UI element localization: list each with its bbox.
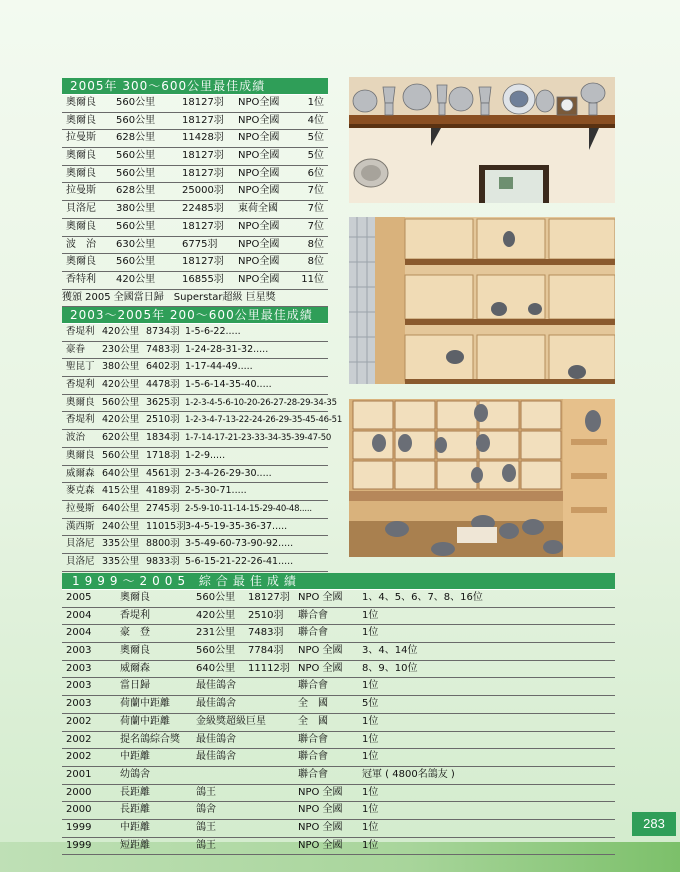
distance: 420公里 xyxy=(102,414,140,426)
competition: NPO 全國 xyxy=(298,662,343,674)
distance: 鴿王 xyxy=(196,839,216,851)
table-row xyxy=(62,678,615,696)
bird-count: 22485羽 xyxy=(182,203,224,215)
race-name: 奧爾良 xyxy=(66,256,96,268)
distance: 560公里 xyxy=(116,114,156,126)
race-name: 香堤利 xyxy=(66,379,95,391)
bird-count: 8800羽 xyxy=(146,538,180,550)
results-1999-2005-overall xyxy=(62,573,615,855)
year: 2004 xyxy=(66,627,92,639)
competition: NPO全國 xyxy=(238,97,280,108)
competition: 全 國 xyxy=(298,698,328,710)
race-name: 拉曼斯 xyxy=(66,185,96,197)
table-row xyxy=(62,448,328,466)
competition: 聯合會 xyxy=(298,768,328,780)
placing: 4位 xyxy=(307,114,324,126)
placing: 1位 xyxy=(362,839,379,851)
placing: 1位 xyxy=(362,821,379,833)
year: 2004 xyxy=(66,609,92,621)
competition: 聯合會 xyxy=(298,680,328,692)
distance: 628公里 xyxy=(116,132,156,144)
award-footer xyxy=(62,290,328,308)
table-row xyxy=(62,696,615,714)
distance: 最佳鴿舍 xyxy=(196,751,236,763)
category: 豪 登 xyxy=(120,627,150,639)
table-row xyxy=(62,342,328,360)
distance: 380公里 xyxy=(116,203,156,215)
bird-count: 7483羽 xyxy=(146,343,180,355)
distance: 231公里 xyxy=(196,627,236,639)
table-row xyxy=(62,802,615,820)
year: 1999 xyxy=(66,821,92,833)
placings: 1-2-3-4-7-13-22-24-26-29-35-45-46-51 xyxy=(185,415,343,426)
table-row xyxy=(62,95,328,113)
table-row xyxy=(62,643,615,661)
category: 長距離 xyxy=(120,804,150,816)
table-row xyxy=(62,732,615,750)
table-row xyxy=(62,377,328,395)
table-row xyxy=(62,237,328,255)
competition: NPO 全國 xyxy=(298,786,343,798)
placings: 1-2-9..... xyxy=(185,449,226,461)
year: 2002 xyxy=(66,733,92,745)
distance: 560公里 xyxy=(116,220,156,232)
category: 幼鴿舍 xyxy=(120,768,150,780)
placing: 5位 xyxy=(307,132,324,144)
year: 2002 xyxy=(66,715,92,727)
bird-count: 18127羽 xyxy=(182,114,224,126)
competition: NPO全國 xyxy=(238,238,280,250)
year: 2000 xyxy=(66,804,92,816)
bird-count: 3625羽 xyxy=(146,396,180,408)
page-number: 283 xyxy=(632,812,676,836)
category: 短距離 xyxy=(120,839,150,851)
distance: 560公里 xyxy=(116,150,156,162)
race-name: 拉曼斯 xyxy=(66,132,96,144)
section-title: 1999～2005 綜合最佳成績 xyxy=(62,573,615,590)
race-name: 奧爾良 xyxy=(66,396,95,408)
year: 2001 xyxy=(66,768,92,780)
placing: 8位 xyxy=(307,256,324,268)
race-name: 漢西斯 xyxy=(66,520,95,532)
placings: 2-3-4-26-29-30..... xyxy=(185,467,272,479)
placings: 2-5-9-10-11-14-15-29-40-48..... xyxy=(185,503,312,514)
distance: 420公里 xyxy=(196,609,236,621)
category: 奧爾良 xyxy=(120,645,150,657)
distance: 560公里 xyxy=(116,97,156,108)
competition: NPO 全國 xyxy=(298,821,343,833)
distance: 560公里 xyxy=(196,645,236,657)
table-row xyxy=(62,219,328,237)
bird-count: 18127羽 xyxy=(182,256,224,268)
distance: 鴿王 xyxy=(196,786,216,798)
placing: 11位 xyxy=(301,273,324,285)
table-row xyxy=(62,590,615,608)
bird-count: 1718羽 xyxy=(146,449,180,461)
results-2005-300-600km xyxy=(62,78,328,307)
table-row xyxy=(62,661,615,679)
category: 威爾森 xyxy=(120,662,150,674)
competition: NPO 全國 xyxy=(298,592,343,603)
bird-count: 11112羽 xyxy=(248,662,290,674)
placings: 5-6-15-21-22-26-41..... xyxy=(185,555,294,567)
placing: 7位 xyxy=(307,203,324,215)
category: 長距離 xyxy=(120,786,150,798)
bird-count: 2510羽 xyxy=(146,414,180,426)
table-row xyxy=(62,554,328,572)
bird-count: 11428羽 xyxy=(182,132,224,144)
race-name: 拉曼斯 xyxy=(66,502,95,514)
placing: 1位 xyxy=(362,680,379,692)
placing: 3、4、14位 xyxy=(362,645,418,657)
table-row xyxy=(62,272,328,290)
table-row xyxy=(62,395,337,413)
year: 1999 xyxy=(66,839,92,851)
bird-count: 7483羽 xyxy=(248,627,284,639)
race-name: 聖昆丁 xyxy=(66,361,95,373)
competition: NPO全國 xyxy=(238,114,280,126)
table-row xyxy=(62,767,615,785)
placing: 1位 xyxy=(362,804,379,816)
race-name: 奧爾良 xyxy=(66,150,96,162)
category: 奧爾良 xyxy=(120,592,150,603)
category: 中距離 xyxy=(120,821,150,833)
distance: 最佳鴿舍 xyxy=(196,698,236,710)
distance: 560公里 xyxy=(102,396,140,408)
year: 2003 xyxy=(66,680,92,692)
distance: 415公里 xyxy=(102,485,140,497)
distance: 640公里 xyxy=(102,502,140,514)
placing: 1位 xyxy=(307,97,324,108)
placings: 1-2-3-4-5-6-10-20-26-27-28-29-34-35 xyxy=(185,397,337,408)
race-name: 波 治 xyxy=(66,238,96,250)
table-row xyxy=(62,466,328,484)
bird-count: 4561羽 xyxy=(146,467,180,479)
distance: 240公里 xyxy=(102,520,140,532)
award-text: 獲頒 2005 全國當日歸 Superstar超級 巨星獎 xyxy=(62,291,276,303)
bird-count: 18127羽 xyxy=(182,167,224,179)
bird-count: 18127羽 xyxy=(182,97,224,108)
table-row xyxy=(62,148,328,166)
category: 荷蘭中距離 xyxy=(120,698,170,710)
nest-boxes-photo xyxy=(349,217,615,384)
competition: NPO全國 xyxy=(238,220,280,232)
table-row xyxy=(62,519,328,537)
competition: NPO全國 xyxy=(238,132,280,144)
placings: 3-5-49-60-73-90-92..... xyxy=(185,538,294,550)
placing: 1位 xyxy=(362,627,379,639)
competition: 全 國 xyxy=(298,715,328,727)
table-row xyxy=(62,183,328,201)
distance: 560公里 xyxy=(102,449,140,461)
race-name: 貝洛尼 xyxy=(66,555,95,567)
placings: 1-5-6-14-35-40..... xyxy=(185,379,272,391)
table-row xyxy=(62,714,615,732)
distance: 420公里 xyxy=(102,326,140,337)
distance: 560公里 xyxy=(196,592,236,603)
race-name: 奧爾良 xyxy=(66,167,96,179)
table-row xyxy=(62,412,343,430)
placing: 8、9、10位 xyxy=(362,662,418,674)
table-row xyxy=(62,785,615,803)
bird-count: 18127羽 xyxy=(182,220,224,232)
table-row xyxy=(62,625,615,643)
race-name: 香堤利 xyxy=(66,414,95,426)
race-name: 香特利 xyxy=(66,273,96,285)
table-row xyxy=(62,483,328,501)
placings: 1-24-28-31-32..... xyxy=(185,343,269,355)
competition: NPO 全國 xyxy=(298,645,343,657)
bird-count: 1834羽 xyxy=(146,432,180,444)
race-name: 奧爾良 xyxy=(66,97,96,108)
distance: 最佳鴿舍 xyxy=(196,733,236,745)
category: 中距離 xyxy=(120,751,150,763)
bird-count: 7784羽 xyxy=(248,645,284,657)
competition: NPO全國 xyxy=(238,150,280,162)
bird-count: 2745羽 xyxy=(146,502,180,514)
placings: 3-4-5-19-35-36-37..... xyxy=(185,520,288,532)
distance: 230公里 xyxy=(102,343,140,355)
race-name: 香堤利 xyxy=(66,326,95,337)
category: 香堤利 xyxy=(120,609,150,621)
distance: 金級獎超級巨星 xyxy=(196,715,266,727)
table-row xyxy=(62,324,328,342)
placing: 1、4、5、6、7、8、16位 xyxy=(362,592,483,603)
category: 當日歸 xyxy=(120,680,150,692)
distance: 335公里 xyxy=(102,538,140,550)
placing: 1位 xyxy=(362,715,379,727)
bird-count: 11015羽 xyxy=(146,520,186,532)
distance: 560公里 xyxy=(116,167,156,179)
bird-count: 16855羽 xyxy=(182,273,224,285)
table-row xyxy=(62,166,328,184)
placing: 1位 xyxy=(362,751,379,763)
table-row xyxy=(62,359,328,377)
competition: 聯合會 xyxy=(298,609,328,621)
placings: 1-17-44-49..... xyxy=(185,361,253,373)
table-row xyxy=(62,130,328,148)
placings: 1-7-14-17-21-23-33-34-35-39-47-50 xyxy=(185,433,332,444)
competition: NPO 全國 xyxy=(298,804,343,816)
bird-count: 25000羽 xyxy=(182,185,224,197)
section-title: 2005年 300～600公里最佳成績 xyxy=(62,78,328,95)
category: 荷蘭中距離 xyxy=(120,715,170,727)
year: 2005 xyxy=(66,592,92,603)
race-name: 貝洛尼 xyxy=(66,538,95,550)
distance: 630公里 xyxy=(116,238,156,250)
race-name: 豪眷 xyxy=(66,343,86,355)
race-name: 奧爾良 xyxy=(66,114,96,126)
distance: 640公里 xyxy=(102,467,140,479)
competition: NPO全國 xyxy=(238,185,280,197)
distance: 640公里 xyxy=(196,662,236,674)
competition: NPO全國 xyxy=(238,167,280,179)
competition: NPO 全國 xyxy=(298,839,343,851)
bird-count: 2510羽 xyxy=(248,609,284,621)
bird-count: 6402羽 xyxy=(146,361,180,373)
distance: 620公里 xyxy=(102,432,140,444)
race-name: 威爾森 xyxy=(66,467,95,479)
bird-count: 9833羽 xyxy=(146,555,180,567)
distance: 420公里 xyxy=(102,379,140,391)
bird-count: 18127羽 xyxy=(182,150,224,162)
placing: 7位 xyxy=(307,220,324,232)
race-name: 貝洛尼 xyxy=(66,203,96,215)
bird-count: 18127羽 xyxy=(248,592,290,603)
bird-count: 6775羽 xyxy=(182,238,218,250)
placing: 6位 xyxy=(307,167,324,179)
race-name: 波治 xyxy=(66,432,86,444)
competition: NPO全國 xyxy=(238,256,280,268)
placings: 1-5-6-22..... xyxy=(185,326,241,337)
race-name: 奧爾良 xyxy=(66,449,95,461)
distance: 380公里 xyxy=(102,361,140,373)
trophy-shelf-photo xyxy=(349,77,615,203)
table-row xyxy=(62,749,615,767)
placing: 冠軍 ( 4800名鴿友 ) xyxy=(362,768,455,780)
table-row xyxy=(62,608,615,626)
table-row xyxy=(62,820,615,838)
table-row xyxy=(62,430,332,448)
distance: 鴿王 xyxy=(196,821,216,833)
placing: 7位 xyxy=(307,185,324,197)
distance: 628公里 xyxy=(116,185,156,197)
placing: 5位 xyxy=(307,150,324,162)
competition: 聯合會 xyxy=(298,627,328,639)
distance: 最佳鴿舍 xyxy=(196,680,236,692)
placing: 1位 xyxy=(362,786,379,798)
year: 2003 xyxy=(66,662,92,674)
table-row xyxy=(62,536,328,554)
bird-count: 4189羽 xyxy=(146,485,180,497)
placings: 2-5-30-71..... xyxy=(185,485,247,497)
table-row xyxy=(62,254,328,272)
placing: 1位 xyxy=(362,609,379,621)
pigeon-loft-photo xyxy=(349,399,615,557)
bird-count: 8734羽 xyxy=(146,326,180,337)
year: 2003 xyxy=(66,698,92,710)
competition: 聯合會 xyxy=(298,751,328,763)
distance: 420公里 xyxy=(116,273,156,285)
distance: 560公里 xyxy=(116,256,156,268)
placing: 1位 xyxy=(362,733,379,745)
year: 2003 xyxy=(66,645,92,657)
category: 提名鴿綜合獎 xyxy=(120,733,180,745)
competition: 東荷全國 xyxy=(238,203,278,215)
results-2003-2005-200-600km xyxy=(62,307,343,572)
placing: 5位 xyxy=(362,698,379,710)
placing: 8位 xyxy=(307,238,324,250)
competition: 聯合會 xyxy=(298,733,328,745)
race-name: 麥克森 xyxy=(66,485,95,497)
year: 2000 xyxy=(66,786,92,798)
competition: NPO全國 xyxy=(238,273,280,285)
section-title: 2003～2005年 200～600公里最佳成績 xyxy=(62,307,328,324)
bird-count: 4478羽 xyxy=(146,379,180,391)
race-name: 奧爾良 xyxy=(66,220,96,232)
table-row xyxy=(62,113,328,131)
distance: 335公里 xyxy=(102,555,140,567)
year: 2002 xyxy=(66,751,92,763)
distance: 鴿舍 xyxy=(196,804,216,816)
table-row xyxy=(62,501,328,519)
table-row xyxy=(62,838,615,856)
table-row xyxy=(62,201,328,219)
